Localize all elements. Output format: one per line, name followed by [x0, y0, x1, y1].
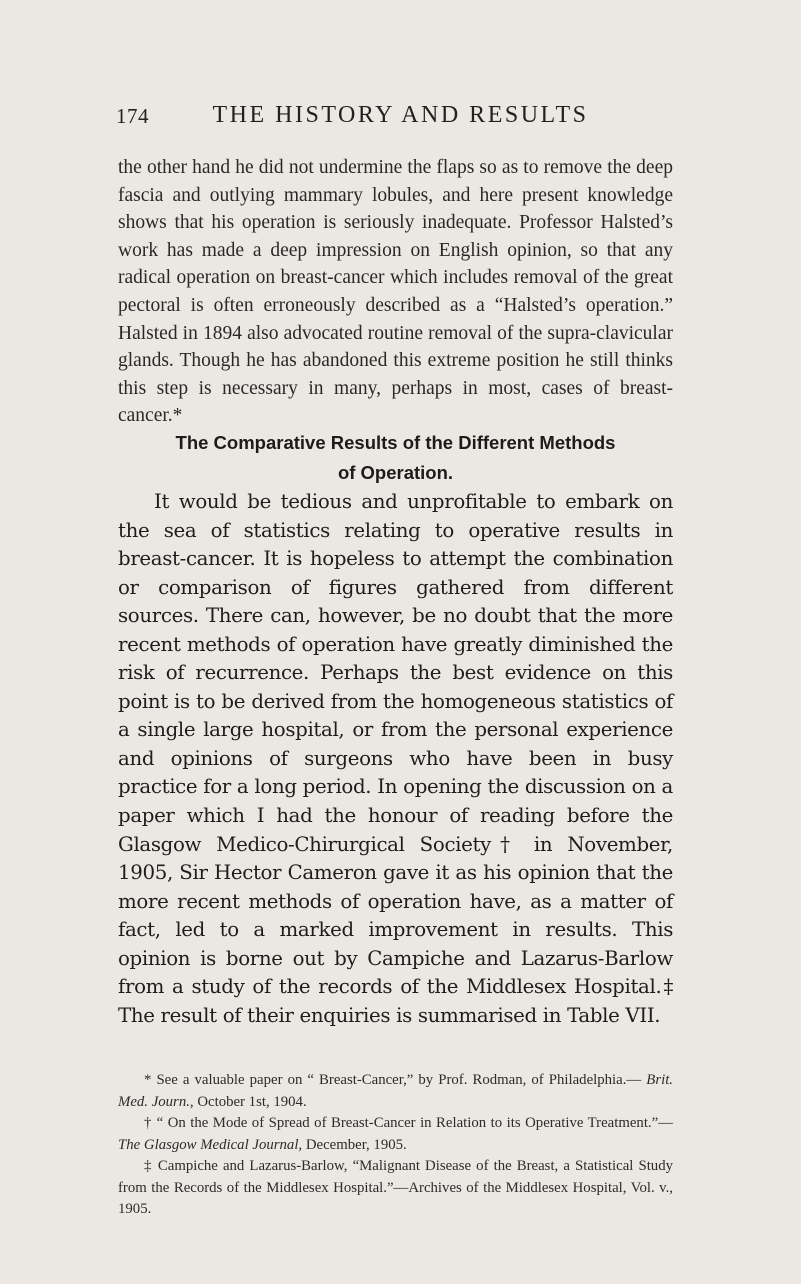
footnote-2: [118, 1113, 673, 1156]
footnote-1-text: * See a valuable paper on “ Breast-Cancer,” by Prof. Rodman, of Philadelphia.—: [144, 1072, 647, 1088]
footnote-3-text: ‡ Campiche and Lazarus-Barlow, “Malignant Disease of the Breast, a Statistical Study from the Records of the Middlesex Hospital.”—Archives of the Middlesex Hospital, Vol. v., 1905.: [118, 1158, 673, 1217]
running-head: THE HISTORY AND RESULTS: [212, 102, 589, 128]
footnote-3: [118, 1156, 673, 1221]
page-number: 174: [116, 104, 149, 128]
section-heading-line-1: The Comparative Results of the Different Methods: [175, 432, 616, 453]
footnote-2-date: December, 1905.: [302, 1136, 407, 1153]
footnote-1: [118, 1070, 673, 1113]
body-paragraph-2: It would be tedious and unprofitable to embark on the sea of statistics relating to operative results in breast-cancer. It is hopeless to attempt the combination or comparison of figures gathered from different sources. There can, however, be no doubt that the more recent methods of operation have greatly diminished the risk of recurrence. Perhaps the best evidence on this point is to be derived from the homogeneous statistics of a single large hospital, or from the personal experience and opinions of surgeons who have been in busy practice for a long period. In opening the discussion on a paper which I had the honour of reading before the Glasgow Medico-Chirurgical Society† in November, 1905, Sir Hector Cameron gave it as his opinion that the more recent methods of operation have, as a matter of fact, led to a marked improvement in results. This opinion is borne out by Campiche and Lazarus-Barlow from a study of the records of the Middlesex Hospital.‡ The result of their enquiries is summarised in Table VII.: [118, 490, 673, 1027]
footnote-2-journal: The Glasgow Medical Journal,: [118, 1136, 303, 1153]
page-header: [0, 98, 801, 138]
section-heading-line-2: of Operation.: [337, 462, 454, 483]
footnote-1-journal: Brit. Med. Journ.,: [118, 1072, 673, 1110]
footnote-1-date: October 1st, 1904.: [193, 1093, 307, 1110]
footnotes: [118, 1070, 673, 1221]
section-heading: [118, 428, 673, 488]
body-paragraph-1: the other hand he did not undermine the flaps so as to remove the deep fascia and outlying mammary lobules, and here present knowledge shows that his operation is seriously inadequate. Professor Halsted’s work has made a deep impression on English opinion, so that any radical operation on breast-cancer which includes removal of the great pectoral is often erroneously described as a “Halsted’s operation.” Halsted in 1894 also advocated routine removal of the supra-clavicular glands. Though he has abandoned this extreme position he still thinks this step is necessary in many, perhaps in most, cases of breast-cancer.*: [118, 157, 673, 427]
footnote-2-text: † “ On the Mode of Spread of Breast-Cancer in Relation to its Operative Treatment.”—: [144, 1115, 673, 1131]
